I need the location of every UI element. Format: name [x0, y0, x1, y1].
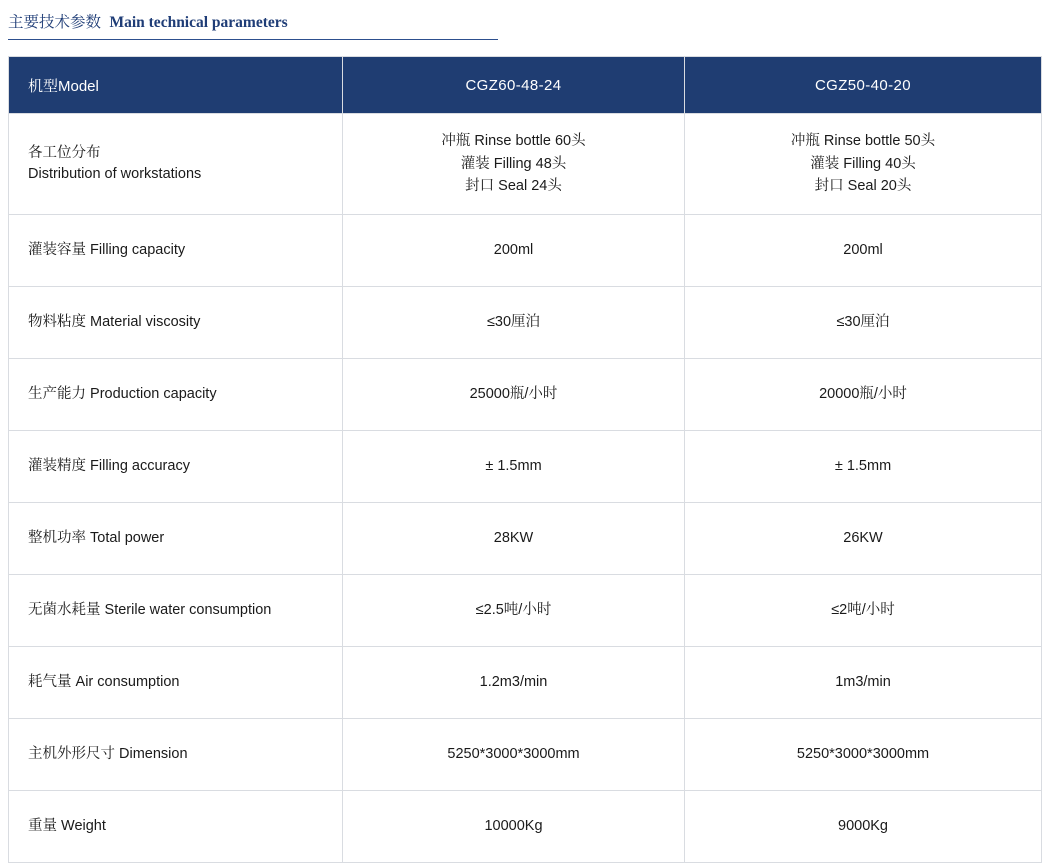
table-row	[9, 791, 1042, 863]
row-label-en: Material viscosity	[90, 313, 201, 330]
row-value-cgz50: 冲瓶 Rinse bottle 50头 灌装 Filling 40头 封口 Seal 20头	[685, 114, 1042, 215]
row-label-cn: 整机功率	[28, 529, 86, 546]
row-value-cgz50: 5250*3000*3000mm	[685, 719, 1042, 791]
row-label-cell	[9, 503, 343, 575]
row-value-cgz50: ≤2吨/小时	[685, 575, 1042, 647]
row-label-cell	[9, 359, 343, 431]
table-row	[9, 719, 1042, 791]
row-label-en: Air consumption	[75, 673, 180, 690]
row-label-en: Production capacity	[90, 385, 217, 402]
header-cell-cgz60: CGZ60-48-24	[343, 57, 685, 114]
section-heading-cn: 主要技术参数	[8, 14, 102, 31]
row-label-cn: 灌装精度	[28, 457, 86, 474]
row-label-cn: 生产能力	[28, 385, 86, 402]
row-label-cell	[9, 575, 343, 647]
spec-table-body	[9, 114, 1042, 863]
header-cell-model: 机型Model	[9, 57, 343, 114]
row-label-en: Distribution of workstations	[28, 166, 202, 182]
table-row	[9, 114, 1042, 215]
row-label-en: Weight	[61, 817, 106, 834]
row-value-cgz60: 冲瓶 Rinse bottle 60头 灌装 Filling 48头 封口 Seal 24头	[343, 114, 685, 215]
row-label-cn: 重量	[28, 817, 57, 834]
table-header-row	[9, 57, 1042, 114]
row-label-en: Filling accuracy	[90, 457, 190, 474]
row-label-cn: 主机外形尺寸	[28, 745, 115, 762]
row-label-cell	[9, 287, 343, 359]
row-label-cell	[9, 647, 343, 719]
row-label-en: Total power	[90, 529, 165, 546]
table-row	[9, 215, 1042, 287]
section-heading	[8, 10, 498, 40]
row-value-cgz60: 10000Kg	[343, 791, 685, 863]
row-value-cgz50: 20000瓶/小时	[685, 359, 1042, 431]
row-label-cn: 灌装容量	[28, 241, 86, 258]
table-row	[9, 359, 1042, 431]
row-label-cn: 耗气量	[28, 673, 72, 690]
table-row	[9, 287, 1042, 359]
row-value-cgz50: 9000Kg	[685, 791, 1042, 863]
row-label-cn: 无菌水耗量	[28, 601, 101, 618]
spec-table-head	[9, 57, 1042, 114]
table-row	[9, 503, 1042, 575]
row-label-cell	[9, 719, 343, 791]
row-value-cgz60: 25000瓶/小时	[343, 359, 685, 431]
spec-table-wrapper	[8, 56, 1041, 863]
table-row	[9, 575, 1042, 647]
spec-table	[8, 56, 1042, 863]
row-value-cgz60: 28KW	[343, 503, 685, 575]
row-value-cgz60: 200ml	[343, 215, 685, 287]
section-heading-en: Main technical parameters	[109, 14, 288, 31]
row-value-cgz60: ≤2.5吨/小时	[343, 575, 685, 647]
row-value-cgz60: ≤30厘泊	[343, 287, 685, 359]
row-label-en: Filling capacity	[90, 241, 186, 258]
row-label-cell	[9, 791, 343, 863]
row-label-cell	[9, 114, 343, 215]
row-value-cgz60: 5250*3000*3000mm	[343, 719, 685, 791]
row-label-cell	[9, 215, 343, 287]
row-label-cell	[9, 431, 343, 503]
row-value-cgz50: ≤30厘泊	[685, 287, 1042, 359]
row-value-cgz50: 1m3/min	[685, 647, 1042, 719]
row-label-cn: 各工位分布	[28, 144, 101, 161]
row-label-cn: 物料粘度	[28, 313, 86, 330]
row-label-en: Dimension	[119, 745, 188, 762]
row-value-cgz50: ± 1.5mm	[685, 431, 1042, 503]
row-value-cgz60: ± 1.5mm	[343, 431, 685, 503]
table-row	[9, 647, 1042, 719]
row-value-cgz50: 26KW	[685, 503, 1042, 575]
row-value-cgz60: 1.2m3/min	[343, 647, 685, 719]
row-value-cgz50: 200ml	[685, 215, 1042, 287]
row-label-en: Sterile water consumption	[104, 601, 272, 618]
header-cell-cgz50: CGZ50-40-20	[685, 57, 1042, 114]
table-row	[9, 431, 1042, 503]
